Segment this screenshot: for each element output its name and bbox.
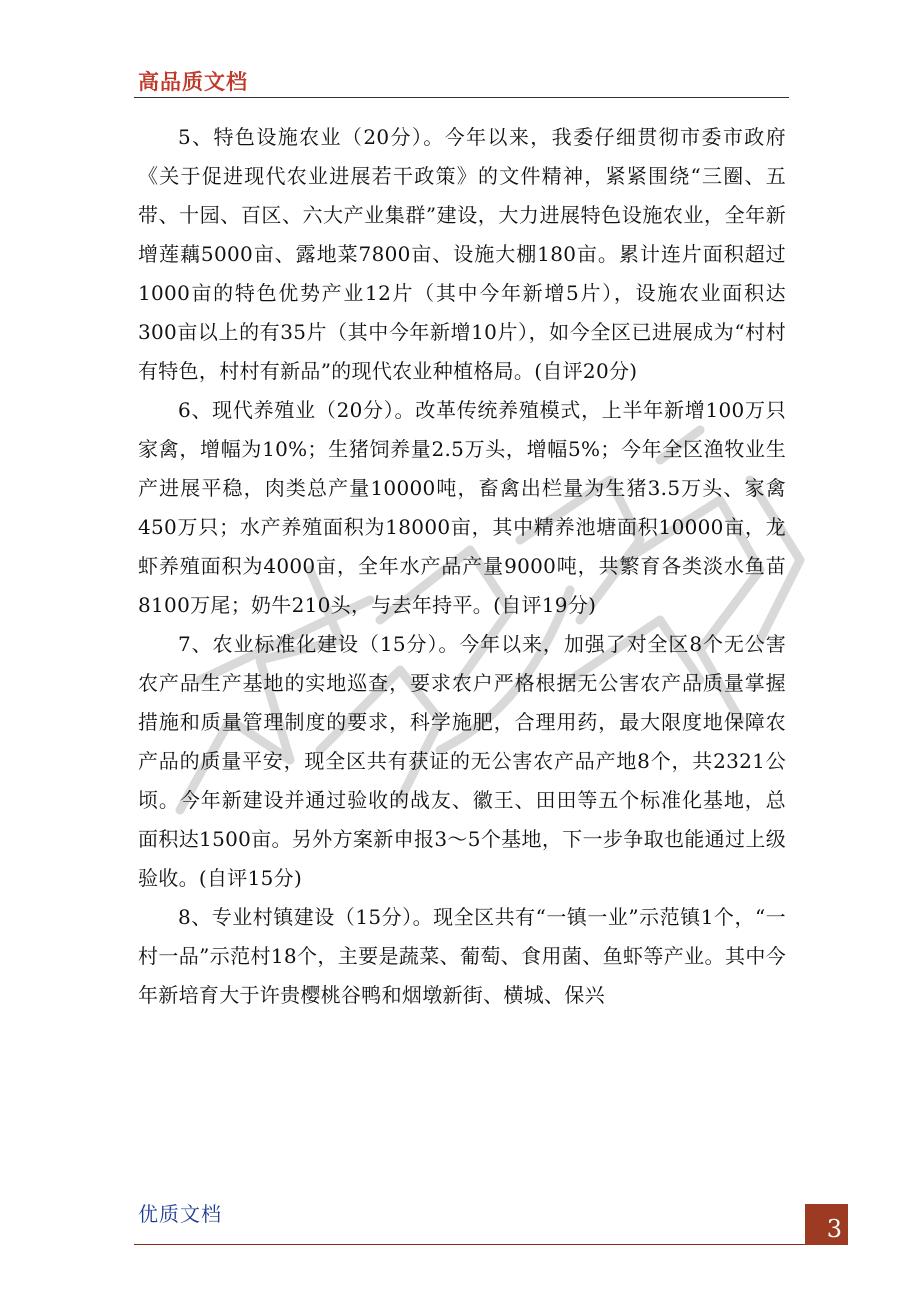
footer-title: 优质文档	[138, 1202, 222, 1226]
page-number-badge	[805, 1204, 848, 1245]
footer-divider	[134, 1244, 848, 1245]
paragraph-item-6: 6、现代养殖业（20分）。改革传统养殖模式，上半年新增100万只家禽，增幅为10%；生猪饲养量2.5万头，增幅5%；今年全区渔牧业生产进展平稳，肉类总产量10000吨，畜禽出栏量为生猪3.5万头、家禽450万只；水产养殖面积为18000亩，其中精养池塘面积10000亩，龙虾养殖面积为4000亩，全年水产品产量9000吨，共繁育各类淡水鱼苗8100万尾；奶牛210头，与去年持平。(自评19分)	[138, 398, 786, 617]
paragraph-item-8: 8、专业村镇建设（15分）。现全区共有“一镇一业”示范镇1个，“一村一品”示范村18个，主要是蔬菜、葡萄、食用菌、鱼虾等产业。其中今年新培育大于许贵樱桃谷鸭和烟墩新街、横城、保兴	[138, 905, 786, 1007]
document-body	[138, 118, 786, 1015]
header-divider	[134, 97, 789, 98]
paragraph-item-5: 5、特色设施农业（20分）。今年以来，我委仔细贯彻市委市政府《关于促进现代农业进展若干政策》的文件精神，紧紧围绕“三圈、五带、十园、百区、六大产业集群”建设，大力进展特色设施农业，全年新增莲藕5000亩、露地菜7800亩、设施大棚180亩。累计连片面积超过1000亩的特色优势产业12片（其中今年新增5片），设施农业面积达300亩以上的有35片（其中今年新增10片），如今全区已进展成为“村村有特色，村村有新品”的现代农业种植格局。(自评20分)	[138, 125, 786, 383]
page-number: 3	[826, 1215, 842, 1243]
paragraph-item-7: 7、农业标准化建设（15分）。今年以来，加强了对全区8个无公害农产品生产基地的实地巡查，要求农户严格根据无公害农产品质量掌握措施和质量管理制度的要求，科学施肥，合理用药，最大限度地保障农产品的质量平安，现全区共有获证的无公害农产品产地8个，共2321公顷。今年新建设并通过验收的战友、徽王、田田等五个标准化基地，总面积达1500亩。另外方案新申报3～5个基地，下一步争取也能通过上级验收。(自评15分)	[138, 632, 786, 890]
header-title: 高品质文档	[138, 70, 248, 94]
